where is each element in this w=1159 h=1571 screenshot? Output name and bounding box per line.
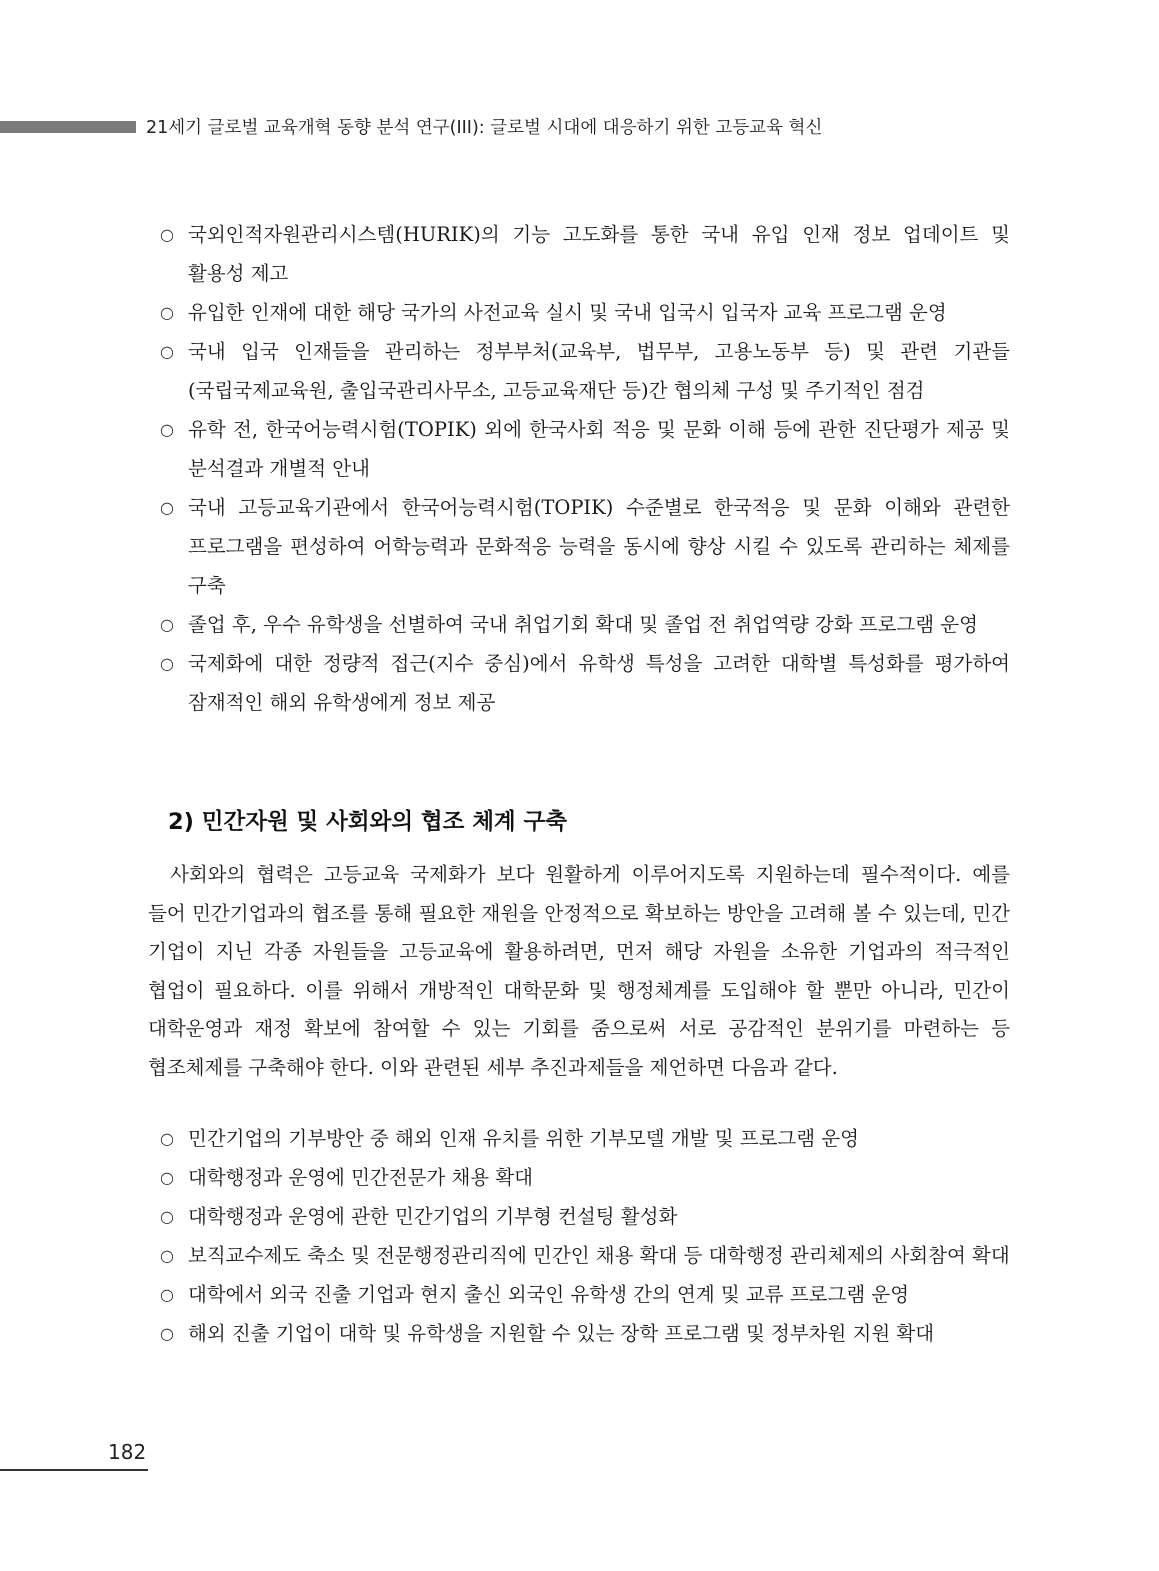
running-header-title: 21세기 글로벌 교육개혁 동향 분석 연구(III): 글로벌 시대에 대응하기 위한 고등교육 혁신 (146, 118, 823, 138)
list-item-text: 보직교수제도 축소 및 전문행정관리직에 민간인 채용 확대 등 대학행정 관리체제의 사회참여 확대 (188, 1244, 1010, 1267)
list-item-text: 유입한 인재에 대한 해당 국가의 사전교육 실시 및 국내 입국시 입국자 교육 프로그램 운영 (188, 301, 947, 324)
list-item-text: 대학행정과 운영에 민간전문가 채용 확대 (188, 1166, 534, 1189)
list-item-text: 대학에서 외국 진출 기업과 현지 출신 외국인 유학생 간의 연계 및 교류 프로그램 운영 (188, 1283, 910, 1306)
list-item-text: 졸업 후, 우수 유학생을 선별하여 국내 취업기회 확대 및 졸업 전 취업역량 강화 프로그램 운영 (188, 613, 978, 636)
list-item (160, 1119, 1010, 1158)
bullet-circle-icon: ○ (160, 498, 174, 517)
list-item-text: 국외인적자원관리시스템(HURIK)의 기능 고도화를 통한 국내 유입 인재 정보 업데이트 및 활용성 제고 (188, 223, 1010, 285)
bullet-circle-icon: ○ (160, 1324, 174, 1343)
list-item-text: 민간기업의 기부방안 중 해외 인재 유치를 위한 기부모델 개발 및 프로그램 운영 (188, 1127, 859, 1150)
bullet-circle-icon: ○ (160, 1207, 174, 1226)
footer-rule (0, 1469, 148, 1471)
bullet-circle-icon: ○ (160, 225, 174, 244)
list-item-text: 국제화에 대한 정량적 접근(지수 중심)에서 유학생 특성을 고려한 대학별 특성화를 평가하여 잠재적인 해외 유학생에게 정보 제공 (188, 652, 1010, 714)
bullet-list-private-cooperation (160, 1119, 1010, 1353)
list-item (160, 1236, 1010, 1275)
list-item (160, 1158, 1010, 1197)
list-item (160, 293, 1010, 332)
list-item (160, 1275, 1010, 1314)
section-body-paragraph: 사회와의 협력은 고등교육 국제화가 보다 원활하게 이루어지도록 지원하는데 필수적이다. 예를 들어 민간기업과의 협조를 통해 필요한 재원을 안정적으로 확보하는 방안을 고려해 볼 수 있는데, 민간 기업이 지닌 각종 자원들을 고등교육에 활용하려면, 먼저 해당 자원을 소유한 기업과의 적극적인 협업이 필요하다. 이를 위해서 개방적인 대학문화 및 행정체계를 도입해야 할 뿐만 아니라, 민간이 대학운영과 재정 확보에 참여할 수 있는 기회를 줌으로써 서로 공감적인 분위기를 마련하는 등 협조체제를 구축해야 한다. 이와 관련된 세부 추진과제들을 제언하면 다음과 같다. (148, 863, 1010, 1079)
list-item-text: 대학행정과 운영에 관한 민간기업의 기부형 컨설팅 활성화 (188, 1205, 678, 1228)
list-item (160, 644, 1010, 722)
bullet-circle-icon: ○ (160, 1285, 174, 1304)
bullet-circle-icon: ○ (160, 615, 174, 634)
list-item (160, 488, 1010, 605)
bullet-circle-icon: ○ (160, 420, 174, 439)
list-item-text: 해외 진출 기업이 대학 및 유학생을 지원할 수 있는 장학 프로그램 및 정부차원 지원 확대 (188, 1322, 935, 1345)
bullet-circle-icon: ○ (160, 1129, 174, 1148)
list-item (160, 332, 1010, 410)
bullet-circle-icon: ○ (160, 1246, 174, 1265)
list-item (160, 1197, 1010, 1236)
section-heading: 2) 민간자원 및 사회와의 협조 체계 구축 (168, 809, 567, 835)
list-item (160, 605, 1010, 644)
list-item (160, 215, 1010, 293)
list-item-text: 국내 고등교육기관에서 한국어능력시험(TOPIK) 수준별로 한국적응 및 문화 이해와 관련한 프로그램을 편성하여 어학능력과 문화적응 능력을 동시에 향상 시킬 수 있도록 관리하는 체제를 구축 (188, 496, 1010, 597)
list-item (160, 410, 1010, 488)
header-accent-bar (0, 121, 136, 133)
bullet-circle-icon: ○ (160, 303, 174, 322)
bullet-list-intl-talent (160, 215, 1010, 722)
list-item-text: 유학 전, 한국어능력시험(TOPIK) 외에 한국사회 적응 및 문화 이해 등에 관한 진단평가 제공 및 분석결과 개별적 안내 (188, 418, 1010, 480)
page-number: 182 (108, 1440, 147, 1464)
bullet-circle-icon: ○ (160, 654, 174, 673)
bullet-circle-icon: ○ (160, 1168, 174, 1187)
list-item-text: 국내 입국 인재들을 관리하는 정부부처(교육부, 법무부, 고용노동부 등) 및 관련 기관들(국립국제교육원, 출입국관리사무소, 고등교육재단 등)간 협의체 구성 및 주기적인 점검 (188, 340, 1010, 402)
list-item (160, 1314, 1010, 1353)
bullet-circle-icon: ○ (160, 342, 174, 361)
